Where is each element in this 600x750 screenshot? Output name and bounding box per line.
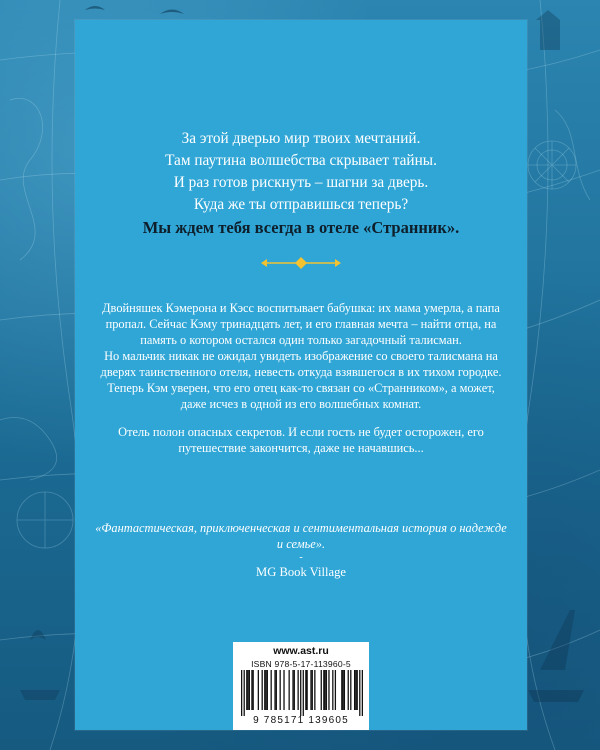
barcode-bar xyxy=(310,670,311,710)
barcode-bar xyxy=(271,670,272,710)
verse-line-3: И раз готов рискнуть – шагни за дверь. xyxy=(173,174,429,191)
barcode-bar xyxy=(362,670,363,716)
description xyxy=(95,300,507,456)
barcode-bar xyxy=(324,670,325,710)
barcode-icon xyxy=(241,670,363,716)
barcode-bar xyxy=(283,670,284,710)
barcode-bar xyxy=(265,670,266,710)
barcode-bar xyxy=(274,670,275,710)
ornament-divider-icon xyxy=(261,256,341,270)
barcode-bar xyxy=(355,670,356,710)
barcode-bar xyxy=(314,670,315,710)
quote-source: MG Book Village xyxy=(256,565,346,579)
barcode-bar xyxy=(335,670,336,710)
verse xyxy=(75,128,527,216)
barcode-bar xyxy=(341,670,342,710)
barcode-bar xyxy=(305,670,306,710)
barcode-bar xyxy=(258,670,259,710)
barcode-bar xyxy=(332,670,333,710)
barcode-bar xyxy=(267,670,268,710)
barcode-bar xyxy=(246,670,247,710)
verse-line-2: Там паутина волшебства скрывает тайны. xyxy=(165,152,437,169)
barcode-bar xyxy=(348,670,349,710)
quote-dash: - xyxy=(299,552,303,563)
barcode-bar xyxy=(359,670,360,716)
barcode-bar xyxy=(264,670,265,710)
barcode-bar xyxy=(326,670,327,710)
barcode-bar xyxy=(241,670,242,716)
slogan: Мы ждем тебя всегда в отеле «Странник». xyxy=(142,218,460,237)
isbn-number: ISBN 978-5-17-113960-5 xyxy=(251,659,351,669)
barcode-bar xyxy=(342,670,343,710)
barcode-bar xyxy=(344,670,345,710)
barcode-bar xyxy=(350,670,351,710)
barcode-bar xyxy=(298,670,299,710)
barcode-block xyxy=(233,642,369,730)
barcode-bar xyxy=(323,670,324,710)
barcode-bar xyxy=(276,670,277,710)
barcode-bar xyxy=(312,670,313,710)
barcode-bar xyxy=(328,670,329,710)
text-panel xyxy=(75,20,527,730)
description-paragraph-1: Двойняшек Кэмерона и Кэсс воспитывает бабушка: их мама умерла, а папа пропал. Сейчас Кэму тринадцать лет, и его главная мечта – найти отца, на память о котором остался один только загадочный талисман. xyxy=(102,301,500,347)
barcode-bar xyxy=(292,670,293,710)
barcode-bar xyxy=(289,670,290,710)
barcode-bar xyxy=(253,670,254,710)
barcode-bar xyxy=(303,670,304,716)
description-paragraph-3: Теперь Кэм уверен, что его отец как-то связан со «Странником», а может, даже исчез в одной из его волшебных комнат. xyxy=(107,381,495,411)
barcode-bar xyxy=(262,670,263,710)
barcode-digits: 9 785171 139605 xyxy=(253,715,349,726)
description-paragraph-4: Отель полон опасных секретов. И если гость не будет осторожен, его путешествие закончится, даже не начавшись... xyxy=(118,425,484,455)
barcode-bar xyxy=(294,670,295,710)
barcode-bar xyxy=(249,670,250,710)
barcode-bar xyxy=(251,670,252,710)
verse-line-4: Куда же ты отправишься теперь? xyxy=(193,196,409,213)
barcode-bar xyxy=(244,670,245,716)
verse-line-1: За этой дверью мир твоих мечтаний. xyxy=(181,130,421,147)
barcode-bar xyxy=(354,670,355,710)
barcode-bar xyxy=(357,670,358,710)
barcode-bar xyxy=(306,670,307,710)
barcode-bar xyxy=(280,670,281,710)
barcode-bar xyxy=(300,670,301,716)
barcode-bar xyxy=(247,670,248,710)
barcode-bar xyxy=(321,670,322,710)
publisher-website: www.ast.ru xyxy=(273,645,329,657)
review-quote: «Фантастическая, приключенческая и сентиментальная история о надежде и семье». xyxy=(95,521,507,551)
description-paragraph-2: Но мальчик никак не ожидал увидеть изображение со своего талисмана на дверях таинственного отеля, невесть откуда взявшегося в их тихом городке. xyxy=(100,349,502,379)
